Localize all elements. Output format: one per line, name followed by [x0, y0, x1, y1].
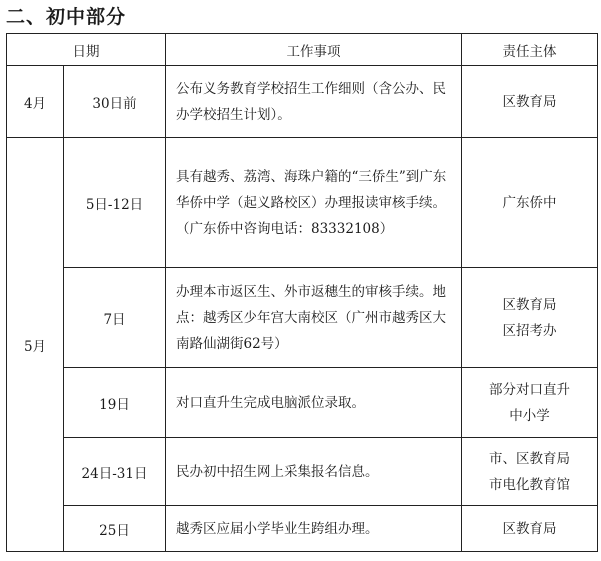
task-cell: 具有越秀、荔湾、海珠户籍的“三侨生”到广东华侨中学（起义路校区）办理报读审核手续。（广东侨中咨询电话：83332108）: [166, 138, 462, 268]
table-row: [7, 138, 598, 268]
table-row: [7, 506, 598, 552]
owner-line: 市、区教育局: [489, 450, 570, 467]
task-cell: 公布义务教育学校招生工作细则（含公办、民办学校招生计划）。: [166, 66, 462, 138]
owner-cell: [462, 268, 598, 368]
day-cell: 5日-12日: [64, 138, 166, 268]
table-row: [7, 66, 598, 138]
table-row: [7, 438, 598, 506]
owner-line: 广东侨中: [502, 194, 557, 211]
owner-line: 中小学: [509, 407, 550, 424]
day-cell: 19日: [64, 368, 166, 438]
day-cell: 30日前: [64, 66, 166, 138]
owner-line: 区教育局: [502, 296, 557, 313]
owner-line: 市电化教育馆: [489, 476, 570, 493]
header-date: 日期: [7, 34, 166, 66]
owner-line: 区教育局: [502, 520, 557, 537]
day-cell: 25日: [64, 506, 166, 552]
owner-cell: [462, 138, 598, 268]
schedule-table: [6, 33, 598, 552]
table-row: [7, 268, 598, 368]
task-cell: 对口直升生完成电脑派位录取。: [166, 368, 462, 438]
day-cell: 7日: [64, 268, 166, 368]
header-owner: 责任主体: [462, 34, 598, 66]
header-task: 工作事项: [166, 34, 462, 66]
table-header-row: [7, 34, 598, 66]
month-cell: 4月: [7, 66, 64, 138]
task-cell: 越秀区应届小学毕业生跨组办理。: [166, 506, 462, 552]
day-cell: 24日-31日: [64, 438, 166, 506]
owner-line: 区招考办: [502, 322, 557, 339]
task-cell: 民办初中招生网上采集报名信息。: [166, 438, 462, 506]
owner-line: 区教育局: [502, 93, 557, 110]
owner-cell: [462, 368, 598, 438]
owner-cell: [462, 506, 598, 552]
month-cell: 5月: [7, 138, 64, 552]
owner-line: 部分对口直升: [489, 381, 570, 398]
section-heading: 二、初中部分: [6, 6, 127, 28]
owner-cell: [462, 438, 598, 506]
owner-cell: [462, 66, 598, 138]
task-cell: 办理本市返区生、外市返穗生的审核手续。地点：越秀区少年宫大南校区（广州市越秀区大南路仙湖街62号）: [166, 268, 462, 368]
table-row: [7, 368, 598, 438]
